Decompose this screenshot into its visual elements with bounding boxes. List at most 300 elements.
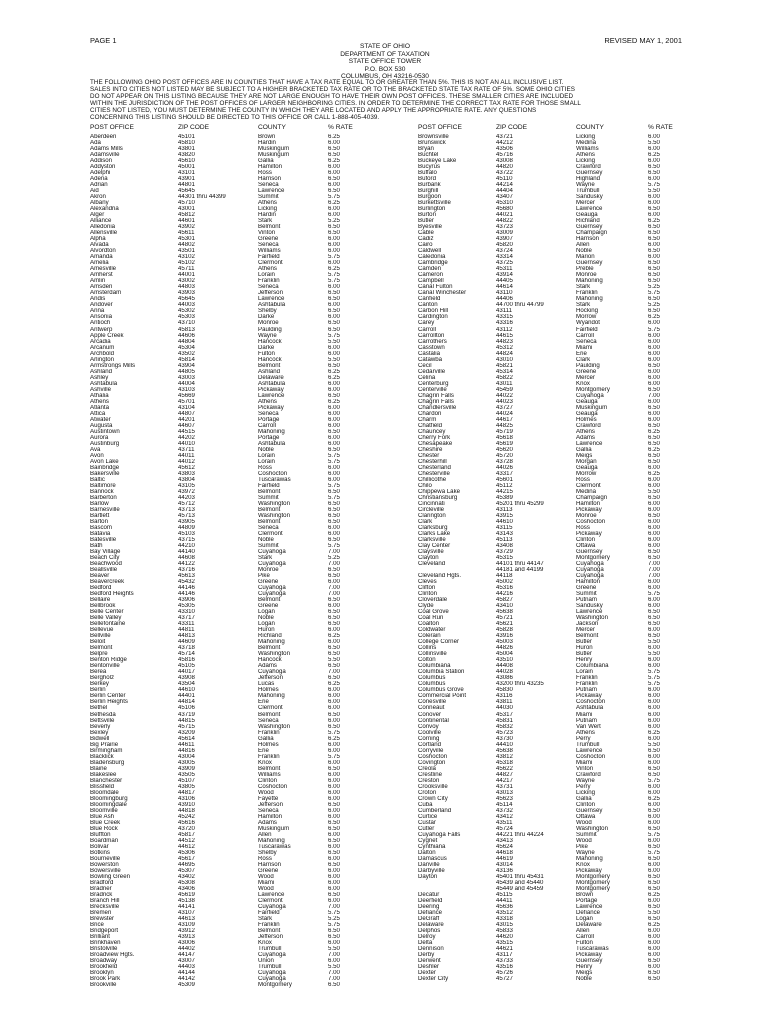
post-office-cell: Arcanum xyxy=(90,344,115,351)
post-office-cell: Bloomville xyxy=(90,807,118,814)
zip-code-cell: 44815 xyxy=(178,717,195,724)
county-cell: Greene xyxy=(258,579,279,586)
tax-rate-cell: 6.00 xyxy=(328,182,340,189)
zip-code-cell: 43732 xyxy=(496,807,513,814)
county-cell: Noble xyxy=(258,615,274,622)
tax-rate-cell: 6.00 xyxy=(328,897,340,904)
zip-code-cell: 44619 xyxy=(496,855,513,862)
zip-code-cell: 45623 xyxy=(496,795,513,802)
post-office-cell: Barlow xyxy=(90,500,109,507)
tax-rate-cell: 6.25 xyxy=(328,158,340,165)
county-cell: Tuscarawas xyxy=(258,843,291,850)
zip-code-cell: 44606 xyxy=(178,332,195,339)
county-cell: Crawford xyxy=(576,422,601,429)
zip-code-cell: 45114 xyxy=(496,801,513,808)
zip-code-cell: 45112 xyxy=(496,482,513,489)
tax-rate-cell: 6.00 xyxy=(648,813,660,820)
tax-rate-cell: 6.00 xyxy=(328,789,340,796)
post-office-cell: Antwerp xyxy=(90,326,113,333)
tax-rate-cell: 6.50 xyxy=(648,747,660,754)
zip-code-cell: 45822 xyxy=(496,374,513,381)
post-office-cell: Byesville xyxy=(418,224,443,231)
county-cell: Miami xyxy=(576,711,593,718)
tax-rate-cell: 6.00 xyxy=(648,940,660,947)
zip-code-cell: 45719 xyxy=(496,428,513,435)
post-office-cell: Dayton xyxy=(418,873,438,880)
county-cell: Fairfield xyxy=(258,910,280,917)
zip-code-cell: 44122 xyxy=(178,561,195,568)
zip-code-cell: 44608 xyxy=(178,555,195,562)
zip-code-cell: 44823 xyxy=(496,338,513,345)
zip-code-cell: 45305 xyxy=(178,603,195,610)
post-office-cell: Cumberland xyxy=(418,807,452,814)
agency-line: DEPARTMENT OF TAXATION xyxy=(340,50,430,58)
zip-code-cell: 43907 xyxy=(496,236,513,243)
county-cell: Stark xyxy=(576,284,591,291)
zip-code-cell: 43904 xyxy=(178,362,195,369)
tax-rate-cell: 6.50 xyxy=(328,428,340,435)
post-office-cell: Centerburg xyxy=(418,380,449,387)
county-cell: Jefferson xyxy=(258,934,283,941)
county-cell: Preble xyxy=(576,266,594,273)
zip-code-cell: 43005 xyxy=(178,759,195,766)
tax-rate-cell: 6.50 xyxy=(328,645,340,652)
county-cell: Miami xyxy=(576,759,593,766)
zip-code-cell: 43106 xyxy=(178,795,195,802)
county-cell: Crawford xyxy=(576,164,601,171)
post-office-cell: Dalton xyxy=(418,849,436,856)
tax-rate-cell: 6.00 xyxy=(328,212,340,219)
post-office-cell: Bath xyxy=(90,543,103,550)
zip-code-cell: 43901 xyxy=(178,176,195,183)
tax-rate-cell: 6.00 xyxy=(648,519,660,525)
post-office-cell: Chardon xyxy=(418,410,442,417)
tax-rate-cell: 6.00 xyxy=(648,500,660,507)
county-cell: Putnam xyxy=(576,717,598,724)
tax-rate-cell: 6.00 xyxy=(328,741,340,748)
county-cell: Carroll xyxy=(576,332,594,339)
col-header-rate: % RATE xyxy=(648,124,673,131)
tax-rate-cell: 6.50 xyxy=(328,928,340,935)
county-cell: Lucas xyxy=(258,681,275,688)
post-office-cell: Canal Fulton xyxy=(418,284,453,291)
tax-rate-cell: 6.00 xyxy=(648,368,660,375)
county-cell: Mahoning xyxy=(258,693,285,700)
zip-code-cell: 44011 xyxy=(178,452,195,459)
zip-code-cell: 43310 xyxy=(178,609,195,616)
county-cell: Belmont xyxy=(258,506,281,513)
county-cell: Washington xyxy=(258,512,290,519)
post-office-cell: Bradner xyxy=(90,885,112,892)
zip-code-cell: 44003 xyxy=(178,302,195,309)
zip-code-cell: 43101 xyxy=(178,170,195,177)
zip-code-cell: 44621 xyxy=(496,946,513,953)
county-cell: Washington xyxy=(576,615,608,622)
tax-rate-cell: 7.00 xyxy=(648,561,660,568)
post-office-cell: Chagrin Falls xyxy=(418,398,454,405)
tax-rate-cell: 5.75 xyxy=(328,452,340,459)
col-header-zip: ZIP CODE xyxy=(496,124,528,131)
tax-rate-cell: 5.75 xyxy=(648,777,660,784)
tax-rate-cell: 5.25 xyxy=(648,302,660,309)
tax-rate-cell: 6.50 xyxy=(648,549,660,556)
tax-rate-cell: 6.25 xyxy=(328,735,340,742)
zip-code-cell: 43914 xyxy=(496,272,513,279)
tax-rate-cell: 6.50 xyxy=(648,615,660,622)
county-cell: Ottawa xyxy=(576,543,596,550)
county-cell: Hancock xyxy=(258,657,282,664)
county-cell: Fulton xyxy=(258,350,275,357)
tax-rate-cell: 6.00 xyxy=(328,603,340,610)
county-cell: Tuscarawas xyxy=(576,946,609,953)
county-cell: Geauga xyxy=(576,398,598,405)
county-cell: Guernsey xyxy=(576,260,603,267)
county-cell: Belmont xyxy=(258,224,281,231)
post-office-cell: Baltimore xyxy=(90,482,116,489)
tax-rate-cell: 6.00 xyxy=(648,861,660,868)
county-cell: Carroll xyxy=(258,422,276,429)
zip-code-cell: 43136 xyxy=(496,867,513,874)
county-cell: Belmont xyxy=(258,488,281,495)
zip-code-cell: 44406 xyxy=(496,296,513,303)
zip-code-cell: 44614 xyxy=(496,284,513,291)
page-number: PAGE 1 xyxy=(90,36,117,45)
zip-code-cell: 44026 xyxy=(496,464,513,471)
county-cell: Wood xyxy=(258,789,274,796)
county-cell: Seneca xyxy=(258,284,279,291)
post-office-cell: Camden xyxy=(418,266,442,273)
tax-rate-cell: 6.00 xyxy=(648,194,660,201)
county-cell: Vinton xyxy=(576,765,594,772)
zip-code-cell: 45616 xyxy=(178,819,195,826)
tax-rate-cell: 6.50 xyxy=(328,849,340,856)
post-office-cell: Beach City xyxy=(90,555,120,562)
tax-rate-cell: 5.50 xyxy=(328,657,340,664)
zip-code-cell: 45106 xyxy=(178,705,195,712)
post-office-cell: Buckeye Lake xyxy=(418,158,457,165)
county-cell: Clermont xyxy=(258,531,283,538)
post-office-cell: Dexter City xyxy=(418,976,449,983)
tax-rate-cell: 5.75 xyxy=(648,831,660,838)
county-cell: Miami xyxy=(258,879,275,886)
post-office-cell: Allensville xyxy=(90,230,118,237)
county-cell: Williams xyxy=(576,146,599,153)
county-cell: Erie xyxy=(258,747,269,754)
tax-rate-cell: 6.00 xyxy=(328,260,340,267)
tax-rate-cell: 6.50 xyxy=(648,164,660,171)
zip-code-cell: 45318 xyxy=(496,759,513,766)
zip-code-cell: 44825 xyxy=(496,422,513,429)
post-office-cell: Beaver xyxy=(90,573,110,580)
county-cell: Brown xyxy=(576,891,594,898)
tax-rate-cell: 6.00 xyxy=(328,855,340,862)
tax-rate-cell: 6.00 xyxy=(648,705,660,712)
post-office-cell: Columbiana xyxy=(418,663,451,670)
post-office-cell: Amanda xyxy=(90,254,113,261)
tax-rate-cell: 6.50 xyxy=(648,765,660,772)
county-cell: Lorain xyxy=(258,452,275,459)
tax-rate-cell: 5.75 xyxy=(328,194,340,201)
post-office-cell: Anna xyxy=(90,308,105,315)
post-office-cell: Charm xyxy=(418,416,437,423)
tax-rate-cell: 6.00 xyxy=(648,759,660,766)
tax-rate-cell: 6.00 xyxy=(648,398,660,405)
tax-rate-cell: 6.50 xyxy=(328,609,340,616)
zip-code-cell: 45309 xyxy=(178,982,195,989)
county-cell: Trumbull xyxy=(576,741,600,748)
tax-rate-cell: 6.00 xyxy=(328,302,340,309)
post-office-cell: Defiance xyxy=(418,910,443,917)
county-cell: Washington xyxy=(258,723,290,730)
zip-code-cell: 43803 xyxy=(178,470,195,477)
zip-code-cell: 43506 xyxy=(496,146,513,153)
county-cell: Hardin xyxy=(258,212,276,219)
tax-rate-cell: 6.00 xyxy=(648,603,660,610)
zip-code-cell: 45138 xyxy=(178,897,195,904)
county-cell: Summit xyxy=(576,591,597,598)
county-cell: Vinton xyxy=(258,230,276,237)
zip-code-cell: 43107 xyxy=(178,910,195,917)
county-cell: Highland xyxy=(576,176,601,183)
tax-rate-cell: 6.50 xyxy=(648,555,660,562)
tax-rate-cell: 6.50 xyxy=(648,224,660,231)
county-cell: Delaware xyxy=(258,374,284,381)
zip-code-cell: 44512 xyxy=(178,837,195,844)
zip-code-cell: 43717 xyxy=(178,615,195,622)
county-cell: Seneca xyxy=(258,410,279,417)
zip-code-cell: 43725 xyxy=(496,260,513,267)
tax-rate-cell: 6.00 xyxy=(648,627,660,634)
zip-code-cell: 43516 xyxy=(496,964,513,971)
zip-code-cell: 45312 xyxy=(496,344,513,351)
county-cell: Fairfield xyxy=(258,482,280,489)
post-office-cell: Belle Center xyxy=(90,609,124,616)
tax-rate-cell: 5.25 xyxy=(328,916,340,923)
county-cell: Trumbull xyxy=(258,964,282,971)
post-office-cell: Batavia xyxy=(90,531,111,538)
zip-code-cell: 44803 xyxy=(178,284,195,291)
post-office-cell: Delaware xyxy=(418,922,444,929)
post-office-cell: Deerfield xyxy=(418,897,443,904)
tax-rate-cell: 6.50 xyxy=(328,188,340,195)
county-cell: Belmont xyxy=(258,928,281,935)
zip-code-cell: 45439 and 45440 xyxy=(496,879,544,886)
zip-code-cell: 45669 xyxy=(178,392,195,399)
tax-rate-cell: 6.00 xyxy=(648,867,660,874)
zip-code-cell: 43903 xyxy=(178,290,195,297)
post-office-cell: Centerville xyxy=(418,386,447,393)
tax-rate-cell: 6.00 xyxy=(648,537,660,544)
tax-rate-cell: 6.00 xyxy=(648,212,660,219)
post-office-cell: Belmont xyxy=(90,645,113,652)
county-cell: Fayette xyxy=(258,795,279,802)
post-office-cell: Clark xyxy=(418,519,433,525)
zip-code-cell: 44617 xyxy=(496,416,513,423)
post-office-cell: Chandlersville xyxy=(418,404,457,411)
zip-code-cell: 43716 xyxy=(178,567,195,574)
county-cell: Washington xyxy=(576,825,608,832)
post-office-cell: Adams Mills xyxy=(90,146,123,153)
post-office-cell: Conneaut xyxy=(418,705,445,712)
tax-rate-cell: 7.00 xyxy=(328,561,340,568)
tax-rate-cell: 6.50 xyxy=(648,272,660,279)
post-office-cell: Cable xyxy=(418,230,434,237)
post-office-cell: Darbyville xyxy=(418,867,445,874)
zip-code-cell: 45827 xyxy=(496,597,513,604)
county-cell: Athens xyxy=(576,152,595,159)
zip-code-cell: 45645 xyxy=(178,188,195,195)
zip-code-cell: 43113 xyxy=(496,506,513,513)
tax-rate-cell: 6.50 xyxy=(648,958,660,965)
tax-rate-cell: 6.25 xyxy=(328,681,340,688)
post-office-cell: Coal Grove xyxy=(418,609,449,616)
tax-rate-cell: 6.00 xyxy=(648,579,660,586)
tax-rate-cell: 6.50 xyxy=(648,296,660,303)
tax-rate-cell: 6.00 xyxy=(328,350,340,357)
post-office-cell: Albany xyxy=(90,200,109,207)
zip-code-cell: 43710 xyxy=(178,320,195,327)
county-cell: Pickaway xyxy=(576,867,602,874)
tax-rate-cell: 6.50 xyxy=(328,296,340,303)
zip-code-cell: 43711 xyxy=(178,446,195,453)
post-office-cell: Bellaire xyxy=(90,597,111,604)
zip-code-cell: 45317 xyxy=(496,711,513,718)
zip-code-cell: 44217 xyxy=(496,777,513,784)
post-office-cell: Deshler xyxy=(418,964,439,971)
tax-rate-cell: 6.25 xyxy=(648,152,660,159)
tax-rate-cell: 6.00 xyxy=(328,404,340,411)
zip-code-cell: 44146 xyxy=(178,585,195,592)
county-cell: Carroll xyxy=(576,934,594,941)
post-office-cell: Attica xyxy=(90,410,106,417)
post-office-cell: Brewster xyxy=(90,916,115,923)
zip-code-cell: 45432 xyxy=(178,579,195,586)
tax-rate-cell: 6.00 xyxy=(328,747,340,754)
post-office-cell: College Corner xyxy=(418,639,459,646)
county-cell: Champaign xyxy=(576,230,608,237)
zip-code-cell: 44201 xyxy=(178,416,195,423)
post-office-cell: Blue Creek xyxy=(90,819,121,826)
zip-code-cell: 43722 xyxy=(496,170,513,177)
post-office-cell: Clarington xyxy=(418,512,446,519)
county-cell: Knox xyxy=(576,861,590,868)
tax-rate-cell: 6.50 xyxy=(328,500,340,507)
zip-code-cell: 44147 xyxy=(178,952,195,959)
county-cell: Franklin xyxy=(576,675,598,682)
zip-code-cell: 43105 xyxy=(178,482,195,489)
zip-code-cell: 45714 xyxy=(178,651,195,658)
post-office-cell: Canal Winchester xyxy=(418,290,467,297)
county-cell: Coshocton xyxy=(576,753,606,760)
county-cell: Clermont xyxy=(258,897,283,904)
tax-rate-cell: 6.50 xyxy=(328,597,340,604)
tax-rate-cell: 5.75 xyxy=(328,332,340,339)
zip-code-cell: 44826 xyxy=(496,645,513,652)
county-cell: Union xyxy=(258,958,274,965)
zip-code-cell: 43719 xyxy=(178,711,195,718)
tax-rate-cell: 6.50 xyxy=(328,675,340,682)
county-cell: Cuyahoga xyxy=(258,669,286,676)
zip-code-cell: 43315 xyxy=(496,314,513,321)
tax-rate-cell: 6.25 xyxy=(328,398,340,405)
tax-rate-cell: 6.50 xyxy=(648,206,660,213)
zip-code-cell: 44610 xyxy=(178,687,195,694)
zip-code-cell: 45828 xyxy=(496,627,513,634)
post-office-cell: Adena xyxy=(90,176,108,183)
zip-code-cell: 45314 xyxy=(496,368,513,375)
tax-rate-cell: 6.00 xyxy=(648,146,660,153)
tax-rate-cell: 6.25 xyxy=(648,470,660,477)
post-office-cell: Coal Run xyxy=(418,615,444,622)
post-office-cell: Antioch xyxy=(90,320,111,327)
zip-code-cell: 44010 xyxy=(178,440,195,447)
tax-rate-cell: 6.50 xyxy=(328,519,340,525)
post-office-cell: Cygnet xyxy=(418,837,438,844)
post-office-cell: Dennison xyxy=(418,946,444,953)
zip-code-cell: 43511 xyxy=(496,819,513,826)
tax-rate-cell: 6.00 xyxy=(648,176,660,183)
county-cell: Muskingum xyxy=(258,152,290,159)
post-office-cell: Burbank xyxy=(418,182,441,189)
county-cell: Cuyahoga xyxy=(576,392,604,399)
post-office-cell: Bradrick xyxy=(90,891,113,898)
tax-rate-cell: 6.50 xyxy=(328,615,340,622)
county-cell: Ashtabula xyxy=(258,440,286,447)
post-office-cell: Belle Valley xyxy=(90,615,122,622)
county-cell: Ashtabula xyxy=(258,380,286,387)
county-cell: Butler xyxy=(576,651,592,658)
tax-rate-cell: 5.75 xyxy=(328,922,340,929)
post-office-cell: Chilo xyxy=(418,482,432,489)
county-cell: Lawrence xyxy=(258,392,285,399)
county-cell: Summit xyxy=(258,494,279,501)
zip-code-cell: 43408 xyxy=(496,543,513,550)
zip-code-cell: 45004 xyxy=(496,651,513,658)
post-office-cell: Bexley xyxy=(90,729,109,736)
zip-code-cell: 44216 xyxy=(496,591,513,598)
county-cell: Licking xyxy=(576,134,595,140)
zip-code-cell: 45812 xyxy=(178,212,195,219)
tax-rate-cell: 5.75 xyxy=(328,458,340,465)
tax-rate-cell: 6.00 xyxy=(328,314,340,321)
county-cell: Mercer xyxy=(576,627,595,634)
zip-code-cell: 45724 xyxy=(496,825,513,832)
tax-rate-cell: 6.25 xyxy=(648,729,660,736)
county-cell: Cuyahoga xyxy=(258,585,286,592)
post-office-cell: Clarksburg xyxy=(418,525,448,532)
post-office-cell: Bradford xyxy=(90,879,114,886)
tax-rate-cell: 6.00 xyxy=(328,958,340,965)
zip-code-cell: 44202 xyxy=(178,434,195,441)
tax-rate-cell: 7.00 xyxy=(328,952,340,959)
county-cell: Harrison xyxy=(576,236,600,243)
post-office-cell: Delphos xyxy=(418,928,441,935)
post-office-cell: Beallsville xyxy=(90,567,118,574)
post-office-cell: Chesterland xyxy=(418,464,451,471)
post-office-cell: Blanchester xyxy=(90,777,123,784)
zip-code-cell: 43902 xyxy=(178,224,195,231)
tax-rate-cell: 6.00 xyxy=(648,717,660,724)
zip-code-cell: 44203 xyxy=(178,494,195,501)
post-office-cell: Derby xyxy=(418,952,435,959)
post-office-cell: Alvada xyxy=(90,242,109,249)
county-cell: Stark xyxy=(258,916,273,923)
county-cell: Logan xyxy=(258,609,275,616)
county-cell: Putnam xyxy=(576,597,598,604)
tax-rate-cell: 6.50 xyxy=(328,891,340,898)
post-office-cell: Clyde xyxy=(418,603,434,610)
agency-line: P.O. BOX 530 xyxy=(364,65,406,73)
